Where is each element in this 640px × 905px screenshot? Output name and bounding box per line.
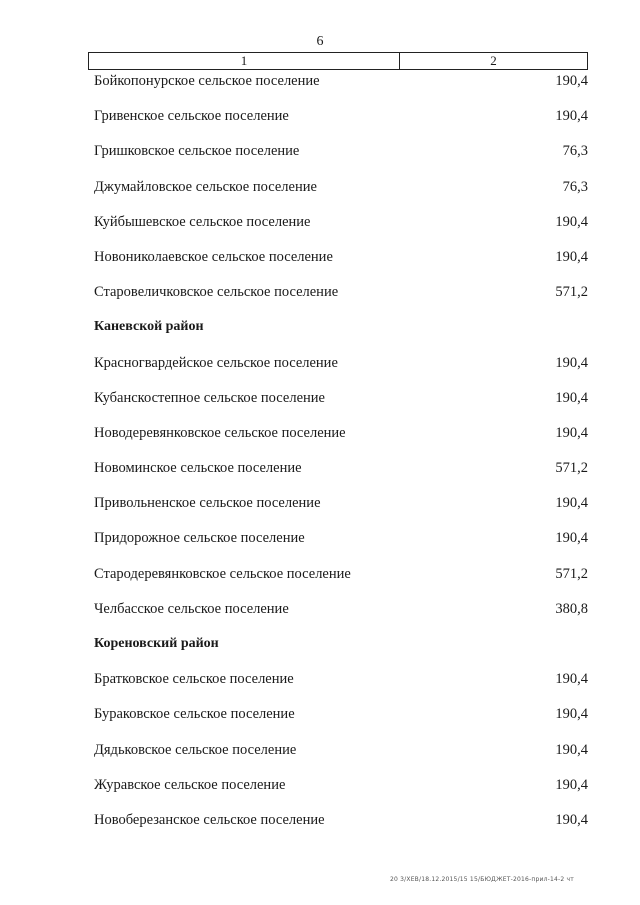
table-row: [94, 424, 588, 459]
amount-value: 190,4: [555, 741, 588, 758]
settlement-name: Новониколаевское сельское поселение: [94, 248, 333, 265]
settlement-name: Новодеревянковское сельское поселение: [94, 424, 346, 441]
amount-value: 190,4: [555, 389, 588, 406]
settlement-name: Челбасское сельское поселение: [94, 600, 289, 617]
amount-value: 190,4: [555, 73, 588, 89]
amount-value: 380,8: [555, 600, 588, 617]
table-row: [94, 107, 588, 142]
table-header: [88, 52, 588, 70]
table-row: [94, 705, 588, 740]
settlement-name: Дядьковское сельское поселение: [94, 741, 297, 758]
table-row: [94, 811, 588, 846]
table-row: [94, 459, 588, 494]
amount-value: 571,2: [555, 460, 588, 477]
settlement-name: Куйбышевское сельское поселение: [94, 213, 311, 230]
table-row: [94, 600, 588, 635]
settlement-name: Журавское сельское поселение: [94, 776, 286, 793]
table-row: [94, 776, 588, 811]
settlement-name: Придорожное сельское поселение: [94, 530, 305, 547]
district-name: Кореновский район: [94, 636, 219, 651]
table-row: [94, 72, 588, 107]
amount-value: 190,4: [555, 424, 588, 441]
amount-value: 190,4: [555, 248, 588, 265]
table-row: [94, 142, 588, 177]
table-row: [94, 389, 588, 424]
footer-code: 20 3/ХЕВ/18.12.2015/15 15/БЮДЖЕТ-2016-прил-14-2 чт: [390, 876, 574, 883]
settlement-name: Бойкопонурское сельское поселение: [94, 73, 320, 89]
settlement-name: Бураковское сельское поселение: [94, 706, 295, 723]
settlement-name: Кубанскостепное сельское поселение: [94, 389, 325, 406]
amount-value: 190,4: [555, 706, 588, 723]
settlement-name: Привольненское сельское поселение: [94, 495, 321, 512]
table-row: [94, 248, 588, 283]
table-row: [94, 494, 588, 529]
table-row: [94, 565, 588, 600]
amount-value: 190,4: [555, 213, 588, 230]
settlement-name: Джумайловское сельское поселение: [94, 178, 317, 195]
amount-value: 76,3: [562, 143, 588, 160]
amount-value: 190,4: [555, 108, 588, 125]
settlement-name: Новоминское сельское поселение: [94, 460, 302, 477]
amount-value: 190,4: [555, 495, 588, 512]
amount-value: 190,4: [555, 530, 588, 547]
amount-value: 190,4: [555, 776, 588, 793]
table-header-col-2: 2: [490, 53, 497, 68]
table-row: [94, 213, 588, 248]
table-header-col-1: 1: [89, 53, 400, 69]
amount-value: 571,2: [555, 284, 588, 301]
amount-value: 190,4: [555, 354, 588, 371]
settlement-name: Стародеревянковское сельское поселение: [94, 565, 351, 582]
settlement-name: Красногвардейское сельское поселение: [94, 354, 338, 371]
table-row: [94, 283, 588, 318]
settlement-name: Гривенское сельское поселение: [94, 108, 289, 125]
district-heading-row: [94, 635, 588, 670]
amount-value: 76,3: [562, 178, 588, 195]
table-row: [94, 529, 588, 564]
table-row: [94, 178, 588, 213]
settlement-name: Новоберезанское сельское поселение: [94, 811, 325, 828]
amount-value: 190,4: [555, 671, 588, 688]
amount-value: 190,4: [555, 811, 588, 828]
district-name: Каневской район: [94, 319, 204, 335]
page-number: 6: [316, 34, 324, 49]
district-heading-row: [94, 318, 588, 353]
amount-value: 571,2: [555, 565, 588, 582]
table-row: [94, 354, 588, 389]
settlement-name: Гришковское сельское поселение: [94, 143, 300, 160]
settlement-name: Братковское сельское поселение: [94, 671, 294, 688]
table-body: [94, 72, 588, 846]
table-row: [94, 670, 588, 705]
table-row: [94, 741, 588, 776]
settlement-name: Старовеличковское сельское поселение: [94, 284, 339, 301]
